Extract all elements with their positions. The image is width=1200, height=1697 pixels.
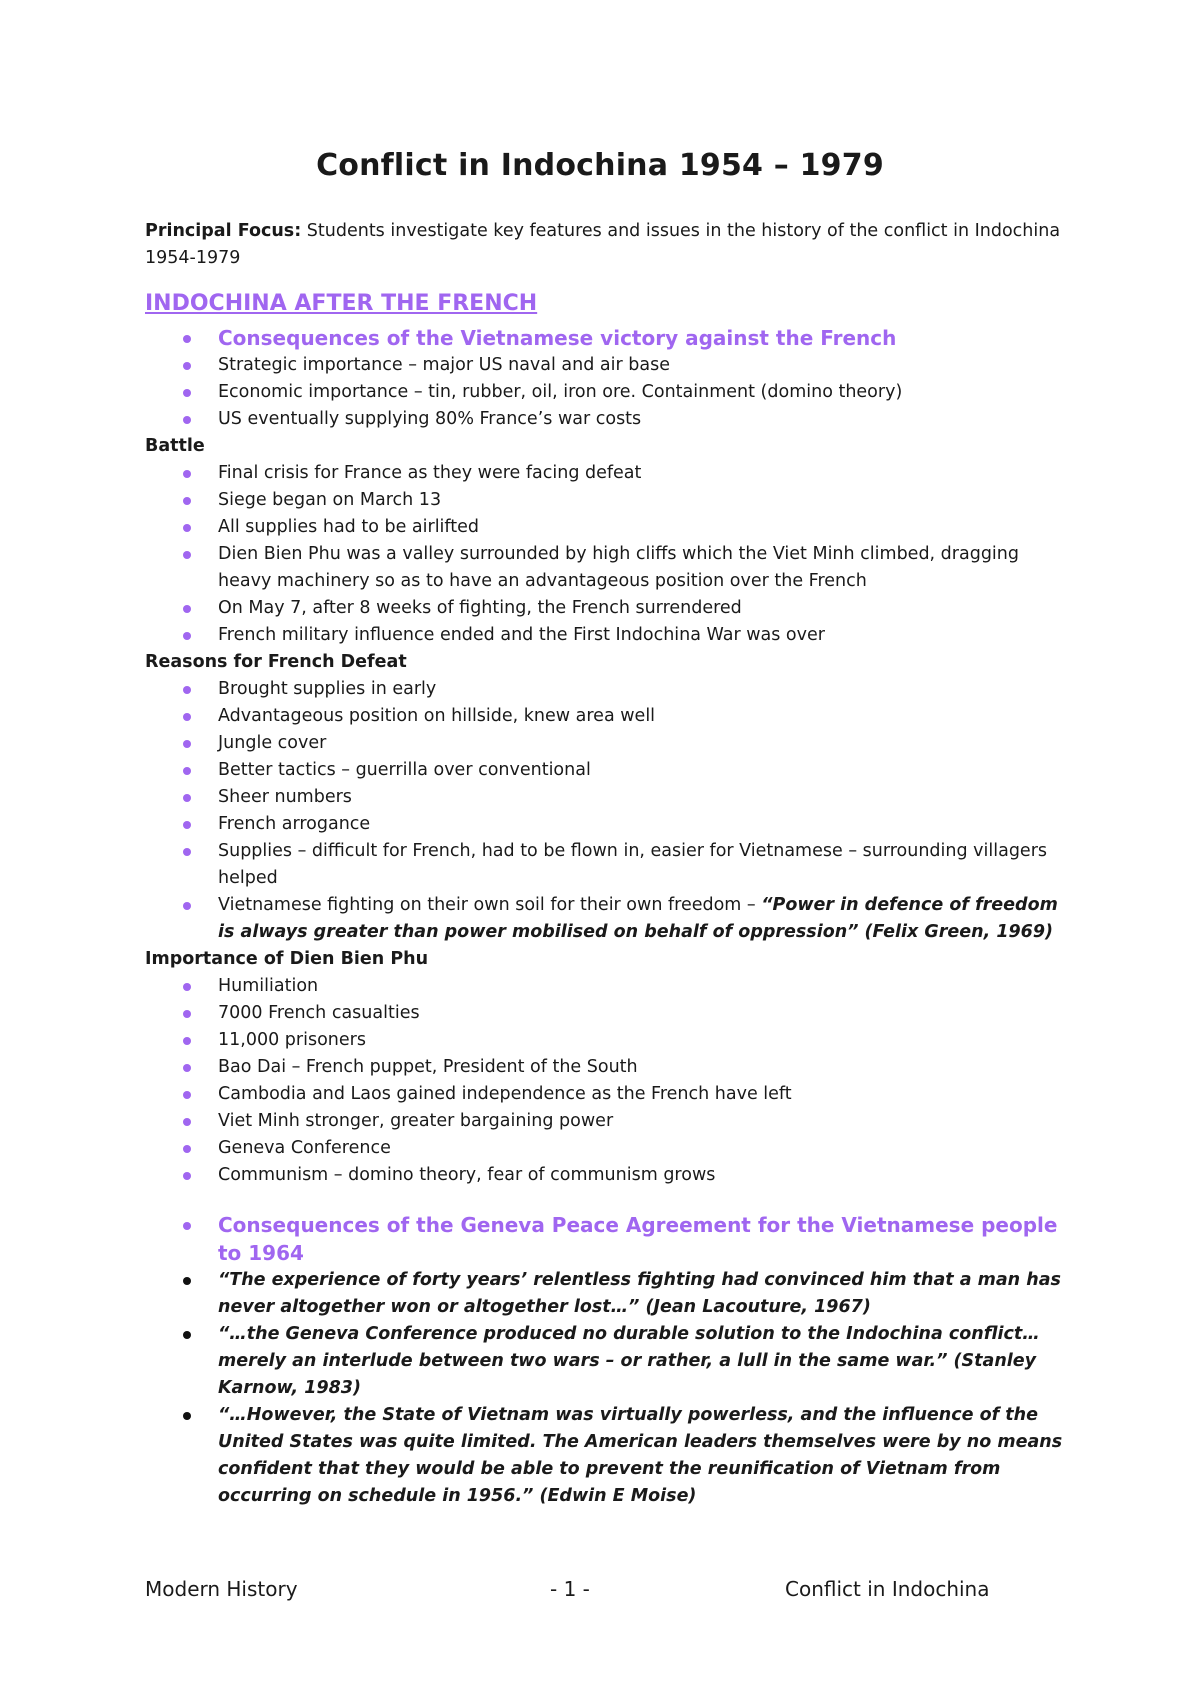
list-item: Economic importance – tin, rubber, oil, iron ore. Containment (domino theory) bbox=[145, 379, 1075, 406]
bullet-icon bbox=[183, 362, 191, 370]
list-item: Consequences of the Geneva Peace Agreement for the Vietnamese people to 1964 bbox=[145, 1211, 1075, 1267]
list-item: Jungle cover bbox=[145, 730, 1075, 757]
list-item: Better tactics – guerrilla over conventional bbox=[145, 757, 1075, 784]
quote-item: “The experience of forty years’ relentless fighting had convinced him that a man has never altogether won or altogether lost…” (Jean Lacouture, 1967) bbox=[145, 1267, 1075, 1321]
footer-topic: Conflict in Indochina bbox=[785, 1577, 990, 1601]
bullet-icon bbox=[183, 1412, 191, 1420]
reasons-list bbox=[145, 676, 1075, 946]
list-item: Advantageous position on hillside, knew area well bbox=[145, 703, 1075, 730]
bullet-icon bbox=[183, 551, 191, 559]
geneva-list bbox=[145, 1211, 1075, 1510]
bullet-icon bbox=[183, 1037, 191, 1045]
list-item: Strategic importance – major US naval and air base bbox=[145, 352, 1075, 379]
bullet-icon bbox=[183, 983, 191, 991]
page-title: Conflict in Indochina 1954 – 1979 bbox=[316, 148, 884, 183]
bullet-icon bbox=[183, 1091, 191, 1099]
quote-item: “…the Geneva Conference produced no durable solution to the Indochina conflict…merely an interlude between two wars – or rather, a lull in the same war.” (Stanley Karnow, 1983) bbox=[145, 1321, 1075, 1402]
section-heading: INDOCHINA AFTER THE FRENCH bbox=[145, 291, 538, 316]
bullet-icon bbox=[183, 524, 191, 532]
list-item: Supplies – difficult for French, had to be flown in, easier for Vietnamese – surrounding villagers helped bbox=[145, 838, 1075, 892]
bullet-icon bbox=[183, 470, 191, 478]
quote-item: “…However, the State of Vietnam was virtually powerless, and the influence of the United States was quite limited. The American leaders themselves were by no means confident that they would be able to prevent the reunification of Vietnam from occurring on schedule in 1956.” (Edwin E Moise) bbox=[145, 1402, 1075, 1510]
list-item: Communism – domino theory, fear of communism grows bbox=[145, 1162, 1075, 1189]
bullet-icon bbox=[183, 740, 191, 748]
list-item: Geneva Conference bbox=[145, 1135, 1075, 1162]
bullet-icon bbox=[183, 1277, 191, 1285]
bullet-icon bbox=[183, 632, 191, 640]
bullet-icon bbox=[183, 605, 191, 613]
bullet-icon bbox=[183, 767, 191, 775]
list-item: Sheer numbers bbox=[145, 784, 1075, 811]
list-item: French arrogance bbox=[145, 811, 1075, 838]
list-item: French military influence ended and the First Indochina War was over bbox=[145, 622, 1075, 649]
page-number: - 1 - bbox=[550, 1577, 590, 1601]
bullet-icon bbox=[183, 389, 191, 397]
bullet-icon bbox=[183, 1331, 191, 1339]
bullet-icon bbox=[183, 713, 191, 721]
list-item: Humiliation bbox=[145, 973, 1075, 1000]
bullet-icon bbox=[183, 497, 191, 505]
page-footer bbox=[145, 1577, 995, 1607]
list-item: On May 7, after 8 weeks of fighting, the French surrendered bbox=[145, 595, 1075, 622]
list-item: Bao Dai – French puppet, President of the South bbox=[145, 1054, 1075, 1081]
bullet-icon bbox=[183, 416, 191, 424]
bullet-icon bbox=[183, 1118, 191, 1126]
footer-subject: Modern History bbox=[145, 1577, 298, 1601]
bullet-icon bbox=[183, 1064, 191, 1072]
bullet-icon bbox=[183, 1145, 191, 1153]
bullet-icon bbox=[183, 1010, 191, 1018]
list-item: Viet Minh stronger, greater bargaining power bbox=[145, 1108, 1075, 1135]
list-item: 11,000 prisoners bbox=[145, 1027, 1075, 1054]
list-item: Final crisis for France as they were facing defeat bbox=[145, 460, 1075, 487]
principal-focus bbox=[145, 218, 1075, 272]
principal-focus-text: Students investigate key features and issues in the history of the conflict in Indochina 1954-1979 bbox=[145, 221, 1061, 268]
principal-focus-label: Principal Focus: bbox=[145, 221, 302, 241]
bullet-icon bbox=[183, 821, 191, 829]
battle-list bbox=[145, 460, 1075, 649]
list-item: Consequences of the Vietnamese victory against the French bbox=[145, 324, 1075, 352]
document-body bbox=[145, 218, 1075, 1510]
bullet-icon bbox=[183, 1222, 191, 1230]
list-item: US eventually supplying 80% France’s war costs bbox=[145, 406, 1075, 433]
consequences-list bbox=[145, 324, 1075, 433]
reasons-label: Reasons for French Defeat bbox=[145, 652, 407, 672]
felix-green-quote: “Power in defence of freedom is always greater than power mobilised on behalf of oppression” (Felix Green, 1969) bbox=[218, 895, 1058, 942]
list-item: Vietnamese fighting on their own soil for their own freedom – “Power in defence of freedom is always greater than power mobilised on behalf of oppression” (Felix Green, 1969) bbox=[145, 892, 1075, 946]
list-item: 7000 French casualties bbox=[145, 1000, 1075, 1027]
list-item: All supplies had to be airlifted bbox=[145, 514, 1075, 541]
bullet-icon bbox=[183, 794, 191, 802]
list-item: Brought supplies in early bbox=[145, 676, 1075, 703]
importance-label: Importance of Dien Bien Phu bbox=[145, 949, 429, 969]
importance-list bbox=[145, 973, 1075, 1189]
list-item: Dien Bien Phu was a valley surrounded by high cliffs which the Viet Minh climbed, dragging heavy machinery so as to have an advantageous position over the French bbox=[145, 541, 1075, 595]
bullet-icon bbox=[183, 1172, 191, 1180]
battle-label: Battle bbox=[145, 436, 205, 456]
bullet-icon bbox=[183, 686, 191, 694]
list-item: Siege began on March 13 bbox=[145, 487, 1075, 514]
bullet-icon bbox=[183, 902, 191, 910]
bullet-icon bbox=[183, 848, 191, 856]
bullet-icon bbox=[183, 335, 191, 343]
list-item: Cambodia and Laos gained independence as the French have left bbox=[145, 1081, 1075, 1108]
